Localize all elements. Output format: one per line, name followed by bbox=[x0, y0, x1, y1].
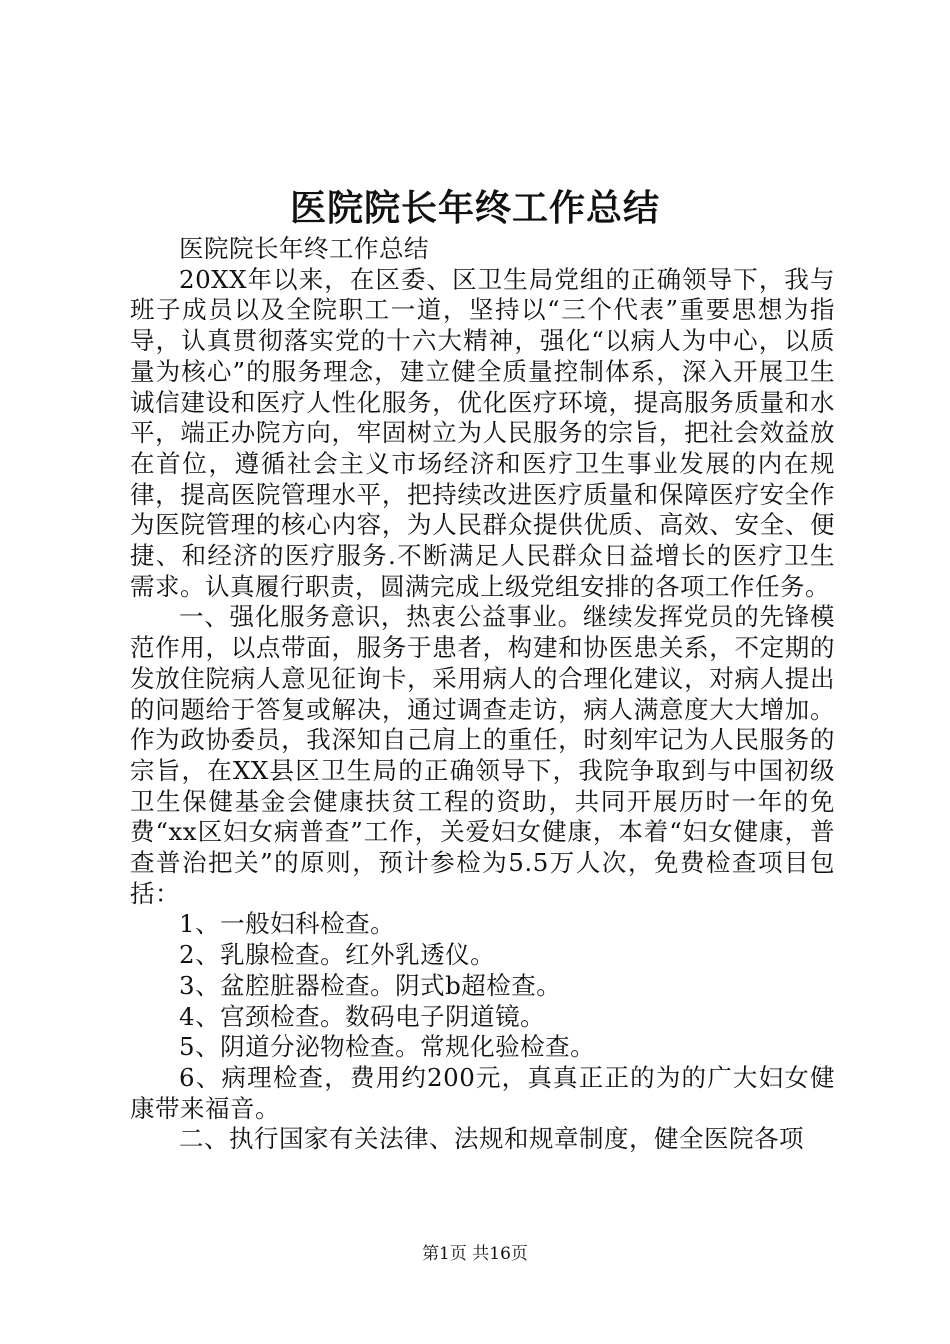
list-item: 1、一般妇科检查。 bbox=[179, 909, 396, 939]
intro-paragraph: 20XX年以来，在区委、区卫生局党组的正确领导下，我与班子成员以及全院职工一道，坚持以“三个代表”重要思想为指导，认真贯彻落实党的十六大精神，强化“以病人为中心，以质量为核心”的服务理念，建立健全质量控制体系，深入开展卫生诚信建设和医疗人性化服务，优化医疗环境，提高服务质量和水平，端正办院方向，牢固树立为人民服务的宗旨，把社会效益放在首位，遵循社会主义市场经济和医疗卫生事业发展的内在规律，提高医院管理水平，把持续改进医疗质量和保障医疗安全作为医院管理的核心内容，为人民群众提供优质、高效、安全、便捷、和经济的医疗服务.不断满足人民群众日益增长的医疗卫生需求。认真履行职责，圆满完成上级党组安排的各项工作任务。 bbox=[130, 264, 835, 601]
list-item: 6、病理检查，费用约200元，真真正正的为的广大妇女健康带来福音。 bbox=[130, 1062, 835, 1123]
section-one-paragraph: 一、强化服务意识，热衷公益事业。继续发挥党员的先锋模范作用，以点带面，服务于患者，构建和协医患关系，不定期的发放住院病人意见征询卡，采用病人的合理化建议，对病人提出的问题给于答复或解决，通过调查走访，病人满意度大大增加。作为政协委员，我深知自己肩上的重任，时刻牢记为人民服务的宗旨，在XX县区卫生局的正确领导下，我院争取到与中国初级卫生保健基金会健康扶贫工程的资助，共同开展历时一年的免费“xx区妇女病普查”工作，关爱妇女健康，本着“妇女健康，普查普治把关”的原则，预计参检为5.5万人次，免费检查项目包括： bbox=[130, 602, 835, 908]
page-number: 第1页 共16页 bbox=[422, 1244, 528, 1264]
list-item: 2、乳腺检查。红外乳透仪。 bbox=[179, 940, 496, 970]
subtitle-paragraph: 医院院长年终工作总结 bbox=[179, 234, 429, 263]
section-two-paragraph: 二、执行国家有关法律、法规和规章制度，健全医院各项 bbox=[179, 1124, 804, 1154]
list-item: 5、阴道分泌物检查。常规化验检查。 bbox=[179, 1032, 596, 1062]
list-item: 4、宫颈检查。数码电子阴道镜。 bbox=[179, 1001, 546, 1031]
document-title: 医院院长年终工作总结 bbox=[289, 187, 660, 229]
list-item: 3、盆腔脏器检查。阴式b超检查。 bbox=[179, 970, 562, 1000]
document-body bbox=[130, 234, 835, 1155]
